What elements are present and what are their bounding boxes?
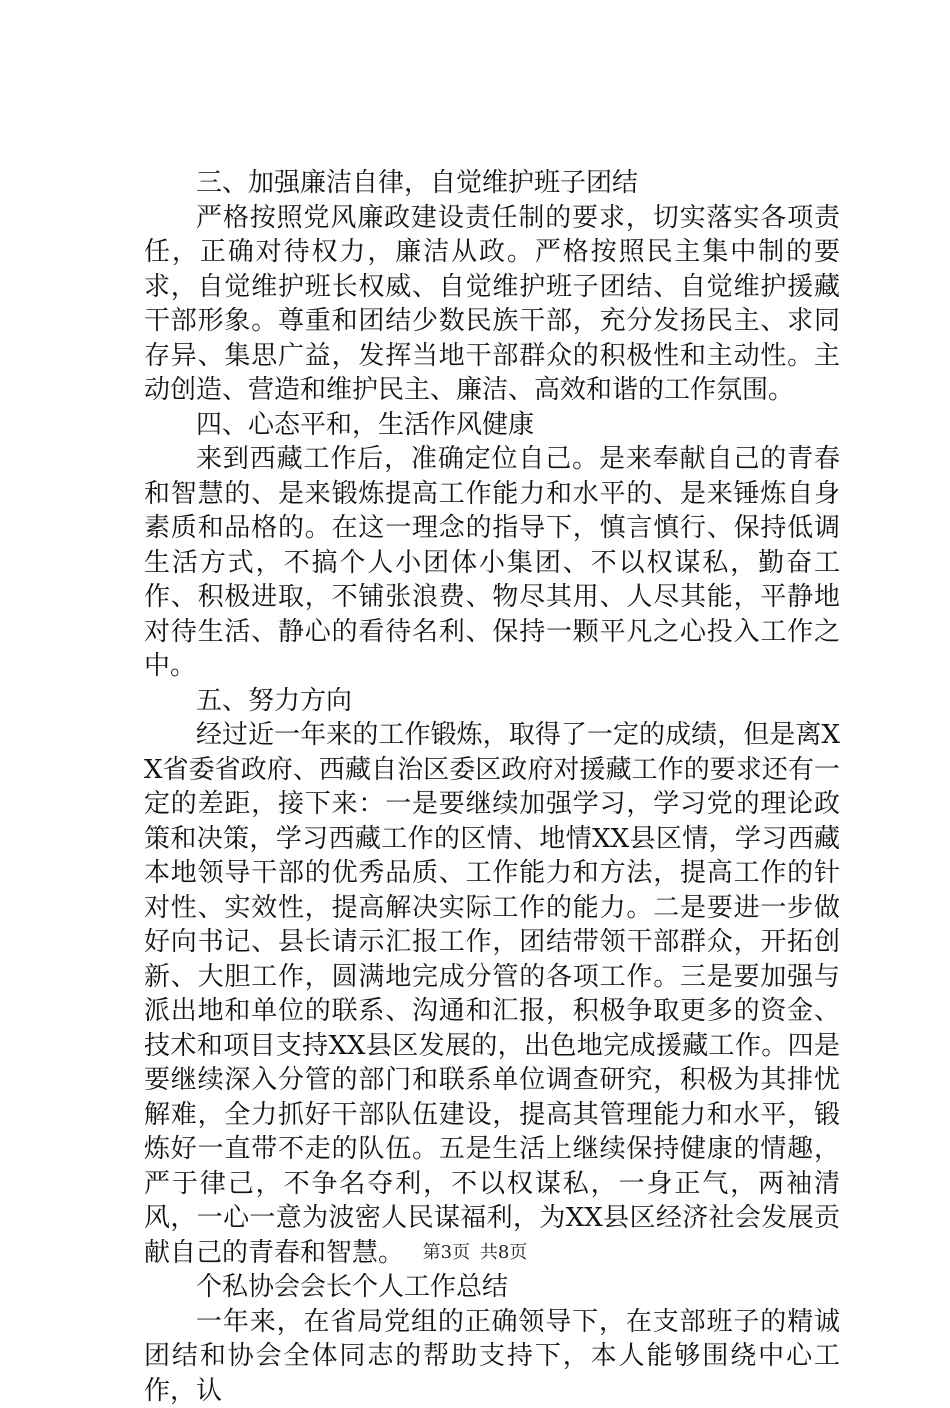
section-paragraph-5: 经过近一年来的工作锻炼，取得了一定的成绩，但是离XX省委省政府、西藏自治区委区政府对援藏工作的要求还有一定的差距，接下来：一是要继续加强学习，学习党的理论政策和决策，学习西藏工作的区情、地情XX县区情，学习西藏本地领导干部的优秀品质、工作能力和方法，提高工作的针对性、实效性，提高解决实际工作的能力。二是要进一步做好向书记、县长请示汇报工作，团结带领干部群众，开拓创新、大胆工作，圆满地完成分管的各项工作。三是要加强与派出地和单位的联系、沟通和汇报，积极争取更多的资金、技术和项目支持XX县区发展的，出色地完成援藏工作。四是要继续深入分管的部门和联系单位调查研究，积极为其排忧解难，全力抓好干部队伍建设，提高其管理能力和水平，锻炼好一直带不走的队伍。五是生活上继续保持健康的情趣，严于律己，不争名夺利，不以权谋私，一身正气，两袖清风，一心一意为波密人民谋福利，为XX县区经济社会发展贡献自己的青春和智慧。 [144,718,840,1270]
section-paragraph-3: 严格按照党风廉政建设责任制的要求，切实落实各项责任，正确对待权力，廉洁从政。严格按照民主集中制的要求，自觉维护班长权威、自觉维护班子团结、自觉维护援藏干部形象。尊重和团结少数民族干部，充分发扬民主、求同存异、集思广益，发挥当地干部群众的积极性和主动性。主动创造、营造和维护民主、廉洁、高效和谐的工作氛围。 [144,201,840,408]
summary-title: 个私协会会长个人工作总结 [144,1270,840,1305]
section-heading-5: 五、努力方向 [144,684,840,719]
summary-paragraph: 一年来，在省局党组的正确领导下，在支部班子的精诚团结和协会全体同志的帮助支持下，本人能够围绕中心工作，认 [144,1305,840,1408]
page-footer [0,1241,950,1265]
section-heading-4: 四、心态平和，生活作风健康 [144,408,840,443]
section-heading-3: 三、加强廉洁自律，自觉维护班子团结 [144,166,840,201]
document-body [144,166,840,1408]
page-number: 第3页 [423,1242,470,1263]
section-paragraph-4: 来到西藏工作后，准确定位自己。是来奉献自己的青春和智慧的、是来锻炼提高工作能力和水平的、是来锤炼自身素质和品格的。在这一理念的指导下，慎言慎行、保持低调生活方式，不搞个人小团体小集团、不以权谋私，勤奋工作、积极进取，不铺张浪费、物尽其用、人尽其能，平静地对待生活、静心的看待名利、保持一颗平凡之心投入工作之中。 [144,442,840,684]
page-total: 共8页 [480,1242,527,1263]
